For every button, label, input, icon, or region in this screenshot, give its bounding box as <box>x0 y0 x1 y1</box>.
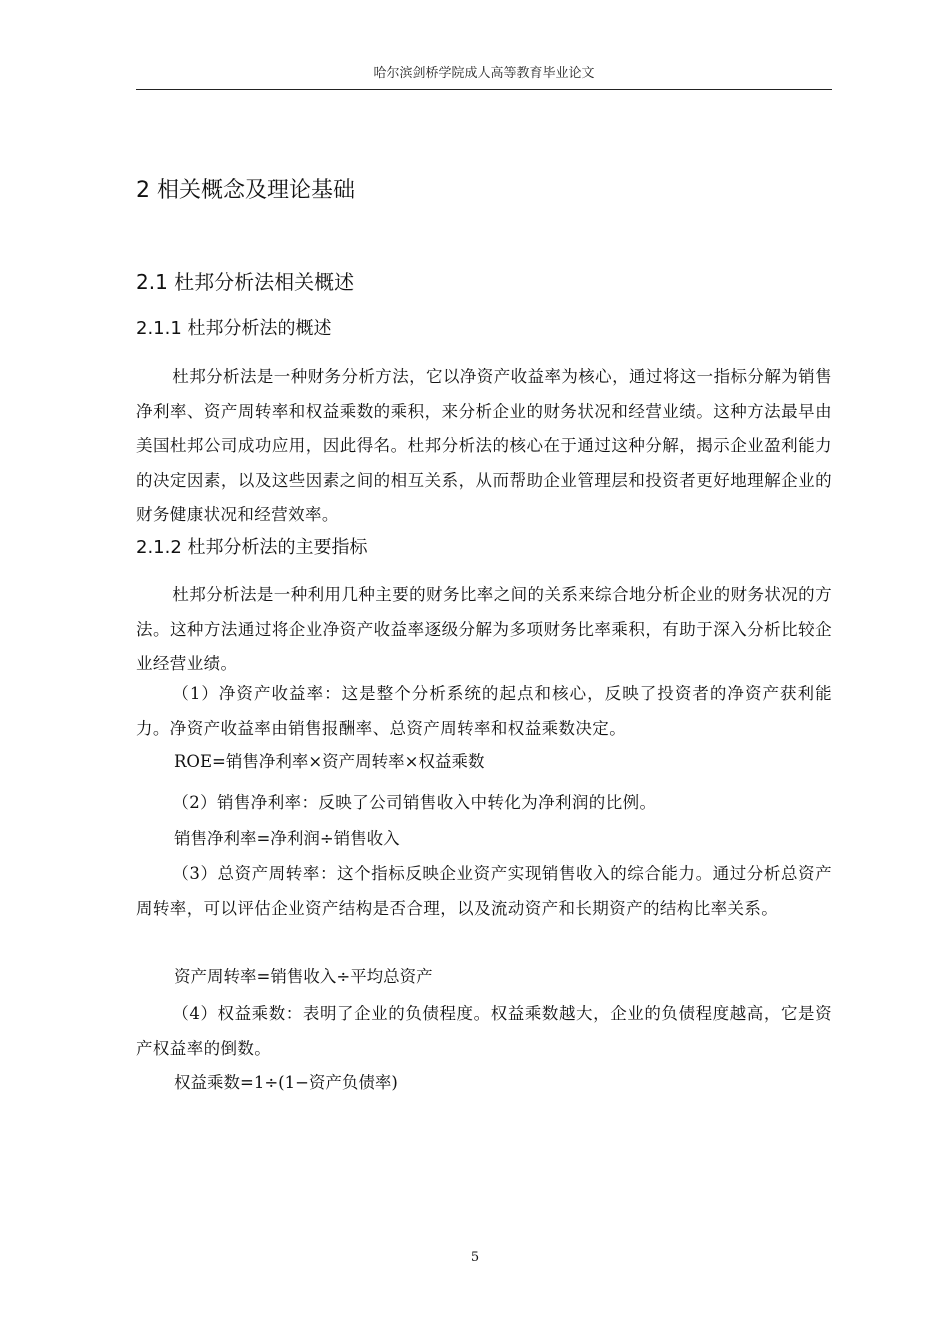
indicator-item-1: （1）净资产收益率：这是整个分析系统的起点和核心，反映了投资者的净资产获利能力。净资产收益率由销售报酬率、总资产周转率和权益乘数决定。 <box>136 684 832 738</box>
page-header <box>136 64 832 90</box>
formula-equity-multiplier: 权益乘数=1÷(1−资产负债率) <box>174 1073 398 1092</box>
formula-asset-turnover: 资产周转率=销售收入÷平均总资产 <box>174 967 433 986</box>
indicator-item-2: （2）销售净利率：反映了公司销售收入中转化为净利润的比例。 <box>172 793 657 812</box>
formula-roe: ROE=销售净利率×资产周转率×权益乘数 <box>174 752 485 771</box>
indicator-item-4: （4）权益乘数：表明了企业的负债程度。权益乘数越大，企业的负债程度越高，它是资产权益率的倒数。 <box>136 1004 832 1058</box>
subsection-2-intro: 杜邦分析法是一种利用几种主要的财务比率之间的关系来综合地分析企业的财务状况的方法。这种方法通过将企业净资产收益率逐级分解为多项财务比率乘积，有助于深入分析比较企业经营业绩。 <box>136 585 832 673</box>
header-title: 哈尔滨剑桥学院成人高等教育毕业论文 <box>373 66 595 81</box>
subsection-1-paragraph: 杜邦分析法是一种财务分析方法，它以净资产收益率为核心，通过将这一指标分解为销售净利率、资产周转率和权益乘数的乘积，来分析企业的财务状况和经营业绩。这种方法最早由美国杜邦公司成功应用，因此得名。杜邦分析法的核心在于通过这种分解，揭示企业盈利能力的决定因素，以及这些因素之间的相互关系，从而帮助企业管理层和投资者更好地理解企业的财务健康状况和经营效率。 <box>136 367 832 524</box>
formula-net-profit-margin: 销售净利率=净利润÷销售收入 <box>174 829 400 848</box>
section-title: 2.1 杜邦分析法相关概述 <box>136 270 355 294</box>
indicator-item-3: （3）总资产周转率：这个指标反映企业资产实现销售收入的综合能力。通过分析总资产周转率，可以评估企业资产结构是否合理，以及流动资产和长期资产的结构比率关系。 <box>136 864 832 918</box>
page-number: 5 <box>470 1250 480 1265</box>
subsection-2-title: 2.1.2 杜邦分析法的主要指标 <box>136 537 368 558</box>
chapter-title: 2 相关概念及理论基础 <box>136 178 355 203</box>
subsection-1-title: 2.1.1 杜邦分析法的概述 <box>136 318 332 339</box>
